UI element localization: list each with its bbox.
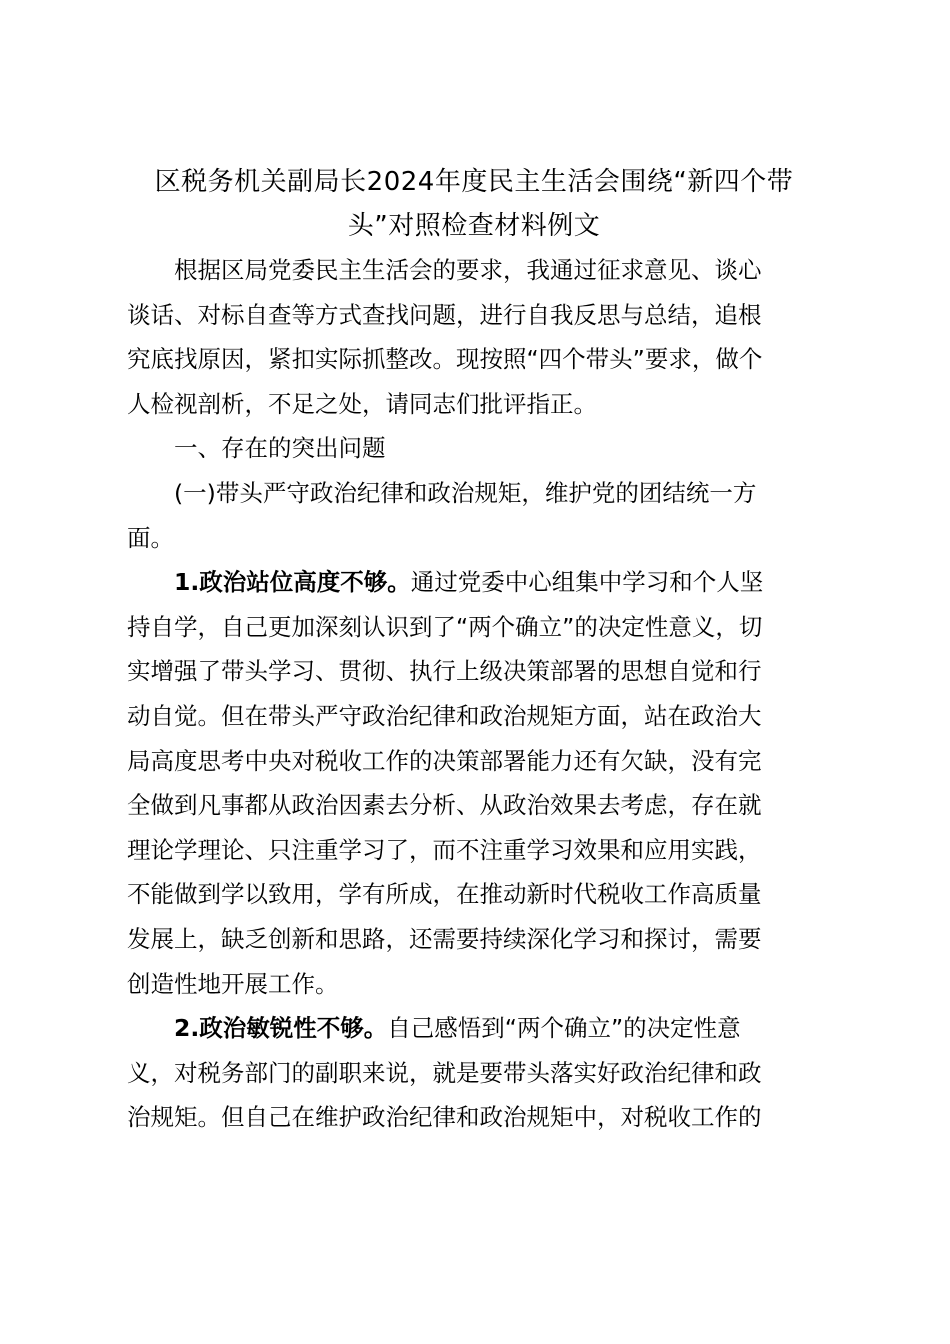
subsection-heading xyxy=(127,471,821,560)
point-1-line: 全做到凡事都从政治因素去分析、从政治效果去考虑，存在就 xyxy=(127,791,762,820)
subsection-line: (一)带头严守政治纪律和政治规矩，维护党的团结统一方 xyxy=(174,478,757,507)
document-title xyxy=(127,160,821,248)
point-2-line: 义，对税务部门的副职来说，就是要带头落实好政治纪律和政 xyxy=(127,1058,762,1087)
point-1-heading: 1.政治站位高度不够。 xyxy=(174,568,411,597)
intro-line: 人检视剖析，不足之处，请同志们批评指正。 xyxy=(127,389,597,418)
point-1-line: 发展上，缺乏创新和思路，还需要持续深化学习和探讨，需要 xyxy=(127,924,762,953)
intro-line: 根据区局党委民主生活会的要求，我通过征求意见、谈心 xyxy=(174,256,762,284)
point-1-line: 不能做到学以致用，学有所成，在推动新时代税收工作高质量 xyxy=(127,880,762,909)
point-1-line: 理论学理论、只注重学习了，而不注重学习效果和应用实践， xyxy=(127,835,762,864)
point-2-paragraph xyxy=(127,1006,821,1140)
title-line: 头”对照检查材料例文 xyxy=(347,211,601,241)
intro-line: 谈话、对标自查等方式查找问题，进行自我反思与总结，追根 xyxy=(127,300,762,329)
point-1-line: 动自觉。但在带头严守政治纪律和政治规矩方面，站在政治大 xyxy=(127,701,762,730)
point-1-paragraph xyxy=(127,560,821,1006)
document-page xyxy=(127,160,821,1140)
point-2-first-line xyxy=(127,1006,821,1051)
title-line: 区税务机关副局长2024年度民主生活会围绕“新四个带 xyxy=(154,167,794,197)
point-1-line: 实增强了带头学习、贯彻、执行上级决策部署的思想自觉和行 xyxy=(127,657,762,686)
point-1-line: 创造性地开展工作。 xyxy=(127,969,339,998)
point-1-first-line-rest: 通过党委中心组集中学习和个人坚 xyxy=(410,568,764,597)
subsection-line: 面。 xyxy=(127,523,174,552)
point-2-first-line-rest: 自己感悟到“两个确立”的决定性意 xyxy=(387,1014,741,1043)
point-2-heading: 2.政治敏锐性不够。 xyxy=(174,1014,388,1043)
section-heading-text: 一、存在的突出问题 xyxy=(174,434,386,463)
point-1-line: 局高度思考中央对税收工作的决策部署能力还有欠缺，没有完 xyxy=(127,746,762,775)
intro-paragraph xyxy=(127,248,821,426)
intro-line: 究底找原因，紧扣实际抓整改。现按照“四个带头”要求，做个 xyxy=(127,345,763,374)
section-heading xyxy=(127,426,821,471)
point-1-first-line xyxy=(127,560,821,605)
point-1-line: 持自学，自己更加深刻认识到了“两个确立”的决定性意义，切 xyxy=(127,612,763,641)
point-2-line: 治规矩。但自己在维护政治纪律和政治规矩中，对税收工作的 xyxy=(127,1103,762,1132)
